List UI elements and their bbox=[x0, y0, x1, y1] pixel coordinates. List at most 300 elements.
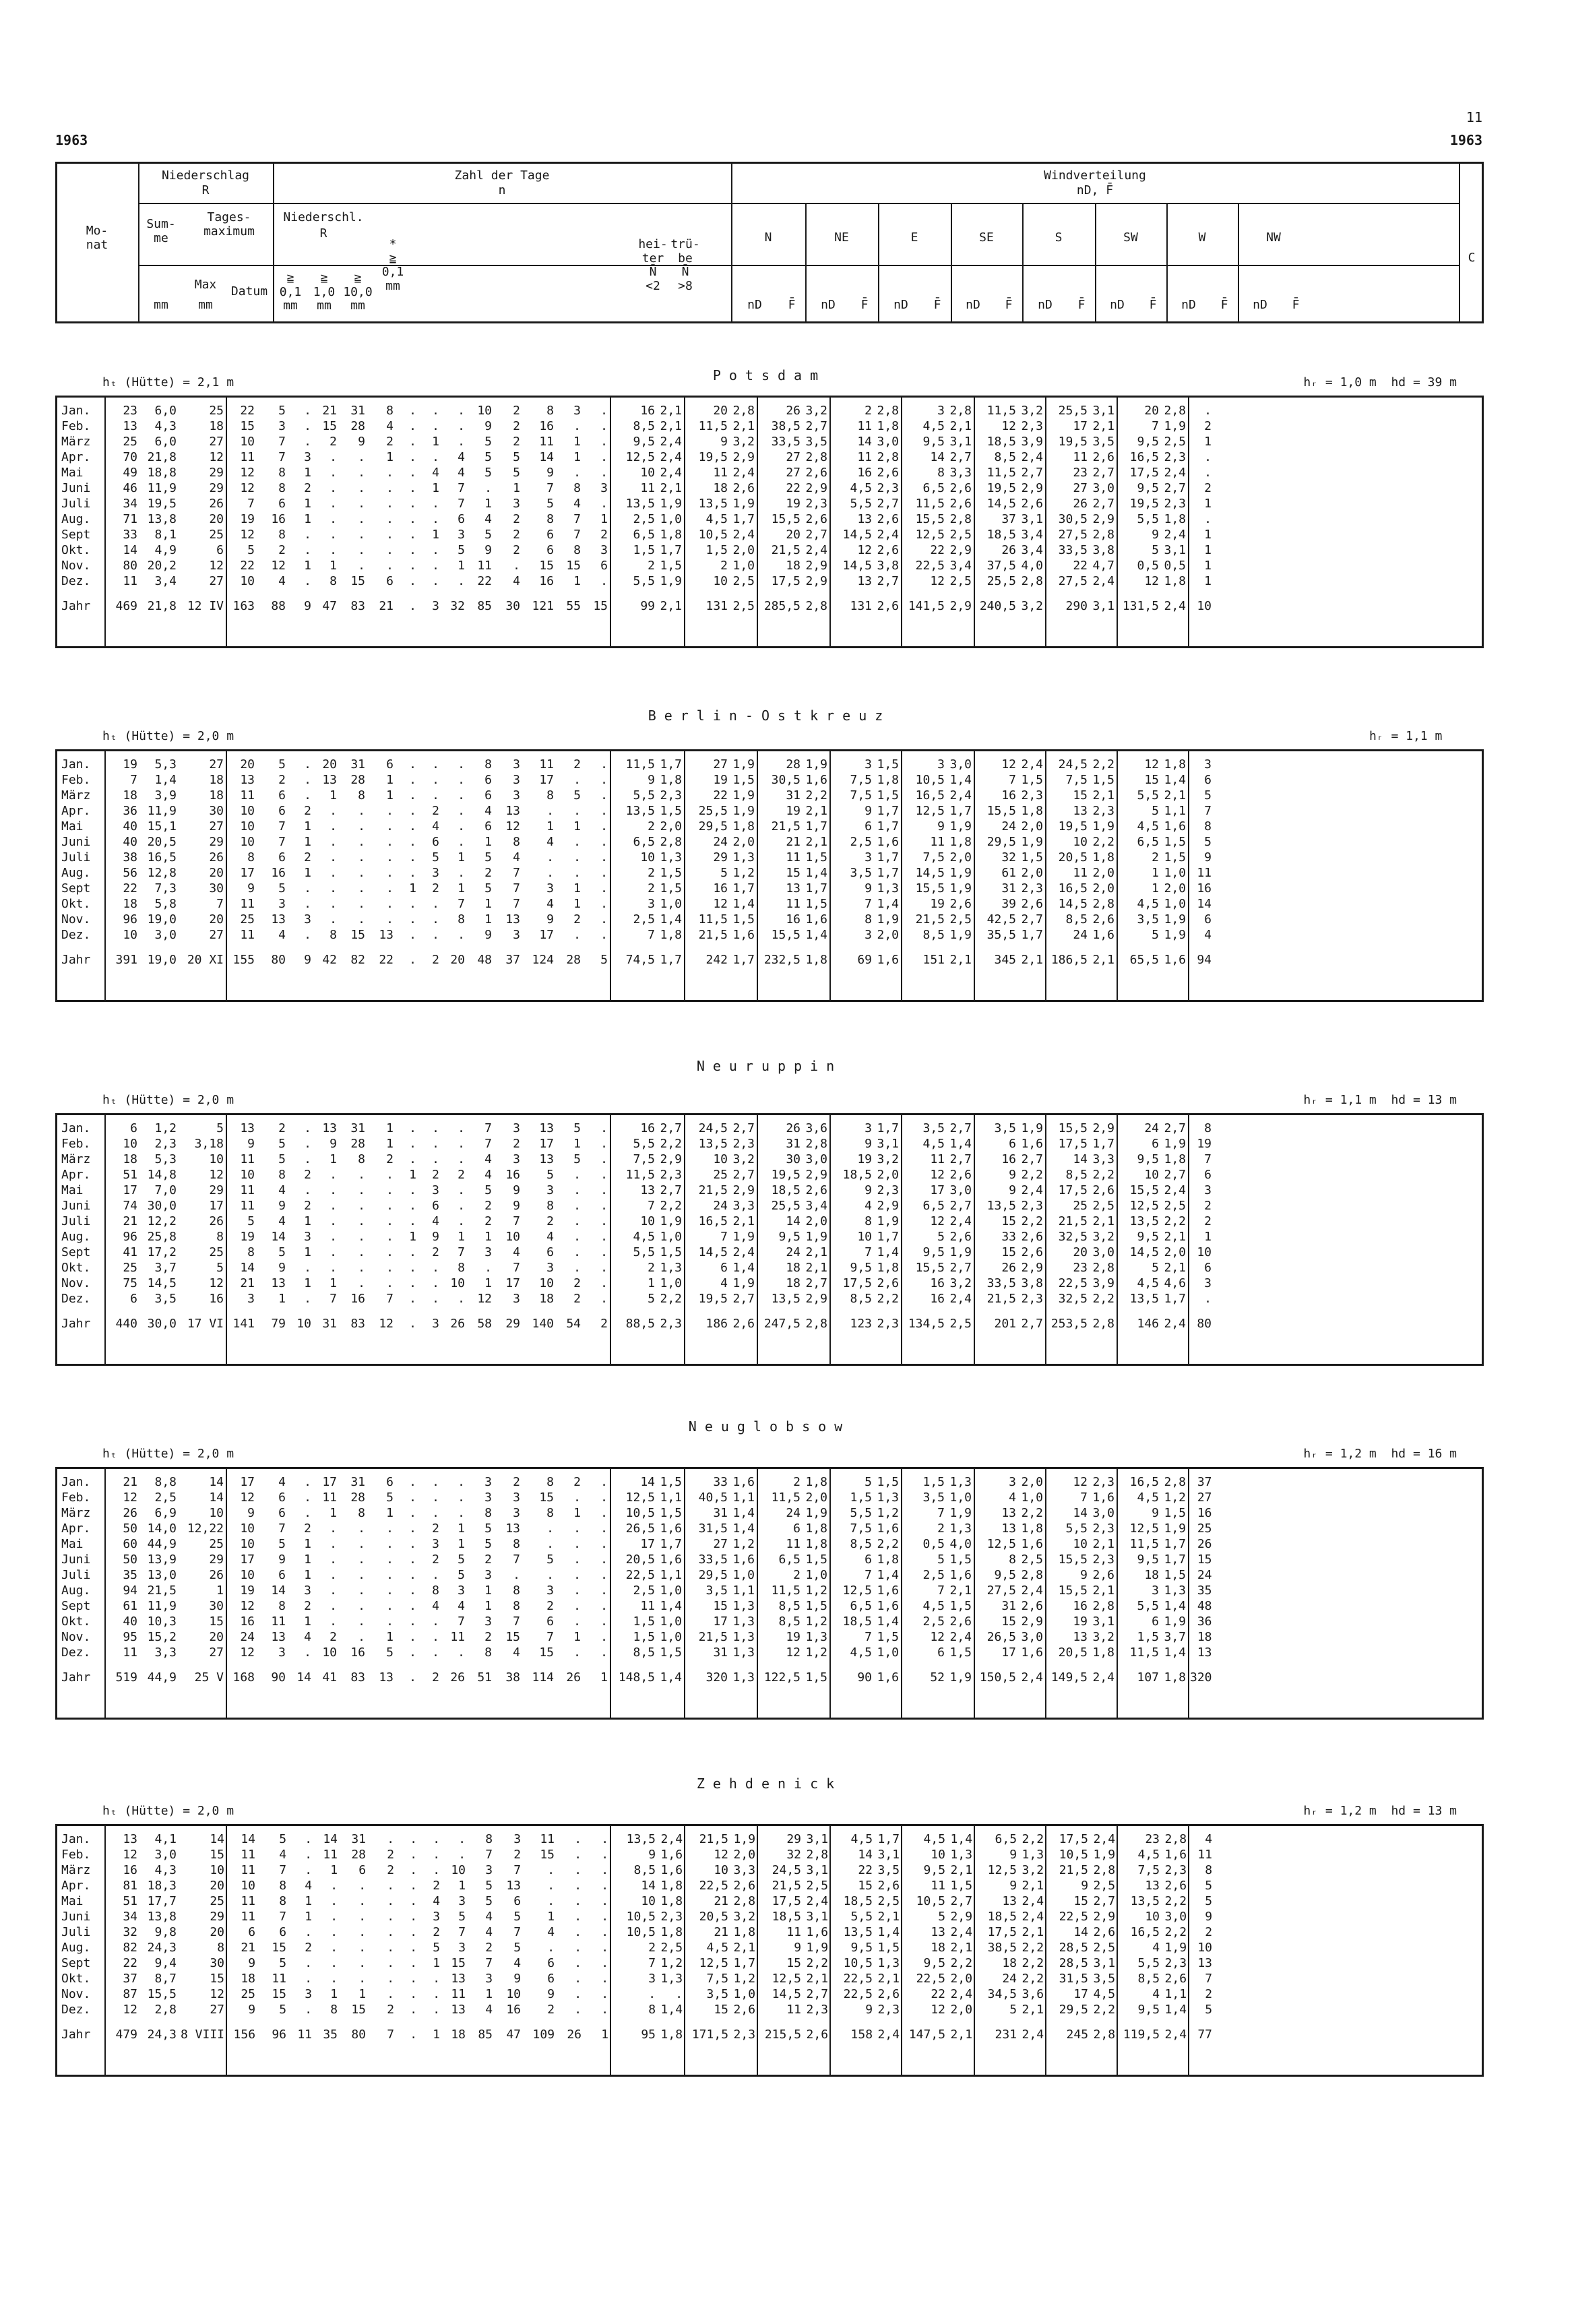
value-cell: 1,4 bbox=[154, 773, 177, 787]
value-cell: 8 bbox=[865, 912, 872, 927]
value-cell: 5 bbox=[1205, 1879, 1213, 1893]
value-cell: 4 bbox=[865, 1199, 872, 1213]
value-cell: 40,5 bbox=[698, 1490, 728, 1505]
value-cell: . bbox=[358, 1183, 365, 1197]
value-cell: . bbox=[433, 1863, 441, 1877]
value-cell: 2 bbox=[329, 435, 337, 449]
value-cell: 1,5 bbox=[660, 1245, 682, 1259]
value-cell: 33 bbox=[713, 1475, 728, 1489]
value-cell: 18,5 bbox=[842, 1614, 872, 1629]
value-cell: 1 bbox=[573, 450, 581, 464]
value-cell: 2 bbox=[865, 404, 872, 418]
value-cell: . bbox=[304, 1183, 311, 1197]
value-cell: . bbox=[600, 1568, 608, 1582]
value-cell: 12,5 bbox=[1129, 1521, 1159, 1536]
value-cell: . bbox=[601, 1848, 609, 1862]
value-cell: . bbox=[329, 1599, 337, 1613]
value-cell: 2,7 bbox=[805, 419, 827, 433]
value-cell: 3 bbox=[458, 528, 465, 542]
value-cell: 3 bbox=[865, 928, 872, 942]
value-cell: 231 bbox=[995, 2028, 1017, 2042]
month-cell: Dez. bbox=[61, 928, 91, 942]
value-cell: 14 bbox=[539, 450, 554, 464]
value-cell: 3,4 bbox=[1021, 543, 1043, 557]
value-cell: 14 bbox=[240, 1261, 255, 1275]
value-cell: 18 bbox=[1197, 1630, 1212, 1644]
value-cell: . bbox=[600, 404, 608, 418]
value-cell: . bbox=[386, 1568, 394, 1582]
value-cell: 13,5 bbox=[986, 1199, 1016, 1213]
value-cell: 36 bbox=[123, 804, 137, 818]
value-cell: 13 bbox=[539, 1121, 554, 1135]
value-cell: 2,8 bbox=[1092, 528, 1114, 542]
value-cell: . bbox=[458, 788, 465, 803]
value-cell: 7 bbox=[458, 1925, 466, 1939]
value-cell: 37 bbox=[123, 1972, 137, 1986]
value-cell: 2,6 bbox=[805, 1183, 827, 1197]
value-cell: 1,3 bbox=[732, 1599, 755, 1613]
value-cell: 5 bbox=[458, 1910, 466, 1924]
value-cell: . bbox=[600, 1245, 608, 1259]
value-cell: 7 bbox=[573, 512, 581, 526]
value-cell: 1,4 bbox=[732, 1261, 755, 1275]
value-cell: 15 bbox=[350, 928, 365, 942]
value-cell: 7,3 bbox=[154, 881, 177, 896]
value-cell: 2,8 bbox=[877, 404, 899, 418]
value-cell: . bbox=[574, 1972, 582, 1986]
value-cell: 2,5 bbox=[806, 1879, 829, 1893]
value-cell: 13 bbox=[271, 1630, 286, 1644]
value-cell: 6 bbox=[600, 559, 608, 573]
table-row-jahr bbox=[57, 1660, 1214, 1685]
value-cell: 1,5 bbox=[1137, 1630, 1159, 1644]
value-cell: 31 bbox=[1001, 1599, 1016, 1613]
value-cell: 13 bbox=[1145, 1879, 1160, 1893]
value-cell: 4,9 bbox=[154, 543, 177, 557]
value-cell: 3 bbox=[648, 897, 655, 911]
value-cell: 1 bbox=[547, 1910, 555, 1924]
value-cell: 7 bbox=[458, 481, 465, 495]
value-cell: 150,5 bbox=[979, 1670, 1016, 1685]
value-cell: 12 bbox=[123, 1490, 137, 1505]
table-row bbox=[57, 1552, 1214, 1567]
value-cell: 2,4 bbox=[949, 1214, 972, 1228]
value-cell: 18,5 bbox=[843, 1894, 873, 1908]
value-cell: 1,7 bbox=[877, 1230, 899, 1244]
value-cell: . bbox=[409, 1137, 416, 1151]
value-cell: 19 bbox=[240, 512, 255, 526]
value-cell: 2,7 bbox=[660, 1183, 682, 1197]
value-cell: 14 bbox=[123, 543, 137, 557]
value-cell: 31 bbox=[786, 788, 800, 803]
value-cell: 30,5 bbox=[771, 773, 800, 787]
value-cell: 13 bbox=[271, 912, 286, 927]
month-cell: Feb. bbox=[61, 1848, 91, 1862]
value-cell: 35,5 bbox=[986, 928, 1016, 942]
value-cell: 2 bbox=[600, 528, 608, 542]
value-cell: 10,5 bbox=[916, 1894, 946, 1908]
value-cell: 5 bbox=[865, 1475, 872, 1489]
value-cell: . bbox=[304, 1490, 311, 1505]
value-cell: 2,5 bbox=[732, 574, 755, 588]
table-row bbox=[57, 1167, 1214, 1183]
value-cell: 5 bbox=[279, 1832, 287, 1846]
value-cell: 1,6 bbox=[732, 928, 755, 942]
value-cell: 121 bbox=[532, 599, 554, 613]
header-nd: nD bbox=[1253, 298, 1267, 312]
value-cell: 8,5 bbox=[922, 928, 945, 942]
value-cell: 12 bbox=[209, 450, 224, 464]
value-cell: 8 bbox=[648, 2003, 656, 2017]
value-cell: 1,0 bbox=[660, 897, 682, 911]
value-cell: . bbox=[433, 1987, 441, 2001]
value-cell: 15 bbox=[539, 1645, 554, 1660]
value-cell: 18 bbox=[786, 1261, 800, 1275]
value-cell: . bbox=[573, 1230, 581, 1244]
value-cell: 26 bbox=[1073, 497, 1088, 511]
value-cell: 16 bbox=[271, 866, 286, 880]
value-cell: 20,5 bbox=[699, 1910, 729, 1924]
value-cell: 14,5 bbox=[772, 1987, 802, 2001]
value-cell: 8 VIII bbox=[181, 2028, 225, 2042]
value-cell: 158 bbox=[850, 2028, 873, 2042]
value-cell: 2,4 bbox=[660, 466, 682, 480]
value-cell: 6 bbox=[513, 1894, 522, 1908]
value-cell: 8 bbox=[573, 543, 581, 557]
value-cell: 1,0 bbox=[949, 1490, 972, 1505]
table-row bbox=[57, 1583, 1214, 1598]
value-cell: 3,0 bbox=[805, 1152, 827, 1166]
value-cell: 80 bbox=[123, 559, 137, 573]
value-cell: 5 bbox=[513, 1910, 522, 1924]
value-cell: 2,4 bbox=[1021, 450, 1043, 464]
value-cell: 11,5 bbox=[986, 404, 1016, 418]
value-cell: 18,3 bbox=[147, 1879, 177, 1893]
value-cell: 1,3 bbox=[877, 1490, 899, 1505]
value-cell: 8 bbox=[279, 1879, 287, 1893]
table-row bbox=[57, 1229, 1214, 1245]
value-cell: . bbox=[410, 1863, 418, 1877]
value-cell: 12 bbox=[379, 1317, 394, 1331]
value-cell: . bbox=[1204, 1292, 1212, 1306]
value-cell: 7,0 bbox=[154, 1183, 177, 1197]
value-cell: 33,5 bbox=[986, 1276, 1016, 1290]
value-cell: 29 bbox=[210, 1910, 225, 1924]
month-cell: Dez. bbox=[61, 1292, 91, 1306]
table-row bbox=[57, 1505, 1214, 1521]
value-cell: 79 bbox=[271, 1317, 286, 1331]
value-cell: 1,7 bbox=[732, 953, 755, 967]
value-cell: 38 bbox=[123, 850, 137, 865]
value-cell: 80 bbox=[1197, 1317, 1212, 1331]
value-cell: 2,8 bbox=[1164, 1475, 1186, 1489]
value-cell: 61 bbox=[123, 1599, 137, 1613]
value-cell: 3 bbox=[458, 1583, 465, 1598]
value-cell: . bbox=[1204, 512, 1212, 526]
value-cell: . bbox=[409, 912, 416, 927]
value-cell: 12 bbox=[240, 528, 255, 542]
value-cell: 2 bbox=[432, 1552, 439, 1567]
value-cell: 1,8 bbox=[1164, 1152, 1186, 1166]
month-cell: Nov. bbox=[61, 1630, 91, 1644]
value-cell: 18 bbox=[209, 788, 224, 803]
value-cell: 3,2 bbox=[1021, 599, 1043, 613]
value-cell: 15,5 bbox=[915, 512, 945, 526]
value-cell: . bbox=[409, 757, 416, 772]
value-cell: . bbox=[574, 2003, 582, 2017]
value-cell: . bbox=[574, 1863, 582, 1877]
value-cell: 2,6 bbox=[949, 1614, 972, 1629]
value-cell: 1,7 bbox=[1092, 1137, 1114, 1151]
value-cell: 27 bbox=[209, 1645, 224, 1660]
header-zahl-sym: n bbox=[498, 183, 506, 197]
value-cell: 16 bbox=[1197, 1506, 1212, 1520]
value-cell: 1 bbox=[484, 897, 492, 911]
value-cell: 10 bbox=[641, 1894, 656, 1908]
value-cell: . bbox=[432, 1475, 439, 1489]
value-cell: 19 bbox=[713, 773, 728, 787]
header-tagesmaximum: Tages- maximum bbox=[203, 210, 255, 239]
value-cell: 33,5 bbox=[698, 1552, 728, 1567]
value-cell: 12,5 bbox=[625, 1490, 655, 1505]
value-cell: 2,9 bbox=[1021, 1614, 1043, 1629]
value-cell: . bbox=[386, 866, 394, 880]
value-cell: 9 bbox=[484, 543, 492, 557]
value-cell: 16 bbox=[123, 1863, 137, 1877]
value-cell: . bbox=[573, 1552, 581, 1567]
value-cell: 6,5 bbox=[1137, 835, 1159, 849]
value-cell: 1 bbox=[601, 2028, 609, 2042]
value-cell: 2 bbox=[513, 1848, 522, 1862]
value-cell: 1 bbox=[386, 1137, 394, 1151]
value-cell: 4 bbox=[432, 1599, 439, 1613]
value-cell: 28 bbox=[351, 1848, 367, 1862]
value-cell: 2,7 bbox=[949, 450, 972, 464]
value-cell: . bbox=[329, 1614, 337, 1629]
header-calm: C bbox=[1468, 251, 1476, 265]
value-cell: 18,5 bbox=[771, 1183, 800, 1197]
value-cell: 33 bbox=[123, 528, 137, 542]
value-cell: 2,8 bbox=[1021, 1568, 1043, 1582]
value-cell: 29,5 bbox=[986, 835, 1016, 849]
value-cell: . bbox=[358, 866, 365, 880]
month-cell: Okt. bbox=[61, 1972, 91, 1986]
value-cell: 6 bbox=[546, 543, 554, 557]
value-cell: . bbox=[304, 574, 311, 588]
value-cell: 19 bbox=[786, 497, 800, 511]
value-cell: 3,5 bbox=[850, 866, 872, 880]
value-cell: . bbox=[573, 1583, 581, 1598]
value-cell: . bbox=[410, 1956, 418, 1970]
value-cell: 17 VI bbox=[187, 1317, 224, 1331]
value-cell: 2,8 bbox=[154, 2003, 177, 2017]
header-dir-w: W bbox=[1198, 230, 1206, 245]
value-cell: 7 bbox=[278, 435, 286, 449]
value-cell: 1,9 bbox=[949, 1506, 972, 1520]
value-cell: 2,7 bbox=[1092, 466, 1114, 480]
value-cell: 3 bbox=[937, 404, 945, 418]
value-cell: 13,5 bbox=[625, 497, 655, 511]
value-cell: 2,2 bbox=[1022, 1832, 1044, 1846]
header-dir-nw: NW bbox=[1266, 230, 1281, 245]
station-table bbox=[55, 749, 1484, 1002]
value-cell: 1 bbox=[386, 1506, 394, 1520]
value-cell: 2 bbox=[484, 1630, 492, 1644]
value-cell: 12 bbox=[123, 1848, 137, 1862]
value-cell: 2,2 bbox=[1092, 1292, 1114, 1306]
table-row bbox=[57, 1214, 1214, 1229]
station-title: Zehdenick bbox=[696, 1776, 843, 1792]
value-cell: 1,6 bbox=[1021, 1645, 1043, 1660]
value-cell: 2,1 bbox=[1164, 788, 1186, 803]
value-cell: 1,2 bbox=[733, 1972, 756, 1986]
value-cell: 3,7 bbox=[154, 1261, 177, 1275]
value-cell: 2 bbox=[573, 1475, 581, 1489]
value-cell: 9 bbox=[547, 1987, 555, 2001]
value-cell: 1,6 bbox=[660, 1848, 683, 1862]
value-cell: 7 bbox=[278, 835, 286, 849]
value-cell: 13 bbox=[1002, 1894, 1017, 1908]
value-cell: 3,1 bbox=[877, 1137, 899, 1151]
value-cell: 12,5 bbox=[987, 1863, 1017, 1877]
value-cell: 13 bbox=[240, 773, 255, 787]
value-cell: . bbox=[547, 1941, 555, 1955]
month-cell: Feb. bbox=[61, 773, 91, 787]
month-cell: Apr. bbox=[61, 1521, 91, 1536]
value-cell: 2,1 bbox=[877, 1972, 900, 1986]
value-cell: 2,5 bbox=[949, 528, 972, 542]
value-cell: 18 bbox=[931, 1941, 946, 1955]
value-cell: 2,1 bbox=[806, 1972, 829, 1986]
value-cell: 8,5 bbox=[633, 1863, 656, 1877]
value-cell: 2,6 bbox=[1021, 1230, 1043, 1244]
value-cell: 15 bbox=[1073, 1894, 1089, 1908]
value-cell: 1 bbox=[216, 1583, 224, 1598]
table-row bbox=[57, 1909, 1214, 1924]
value-cell: 3,9 bbox=[1021, 435, 1043, 449]
value-cell: 8 bbox=[329, 928, 337, 942]
value-cell: 17,5 bbox=[772, 1894, 802, 1908]
value-cell: 2,2 bbox=[660, 1292, 682, 1306]
value-cell: 5 bbox=[386, 1645, 394, 1660]
value-cell: 5,8 bbox=[154, 897, 177, 911]
value-cell: 4,5 bbox=[850, 1645, 872, 1660]
value-cell: 5,5 bbox=[850, 497, 872, 511]
value-cell: 20 bbox=[209, 866, 224, 880]
value-cell: . bbox=[546, 850, 554, 865]
value-cell: . bbox=[358, 850, 365, 865]
value-cell: 10 bbox=[209, 1152, 224, 1166]
value-cell: 6 bbox=[386, 574, 394, 588]
value-cell: . bbox=[409, 1276, 416, 1290]
value-cell: 2,8 bbox=[1164, 404, 1186, 418]
value-cell: 1,4 bbox=[877, 1925, 900, 1939]
value-cell: 11 bbox=[241, 1910, 256, 1924]
value-cell: 2,8 bbox=[732, 404, 755, 418]
value-cell: 11 bbox=[786, 1925, 802, 1939]
value-cell: 7 bbox=[484, 1121, 492, 1135]
value-cell: 2 bbox=[278, 773, 286, 787]
value-cell: 2 bbox=[513, 528, 520, 542]
value-cell: 1,3 bbox=[949, 1521, 972, 1536]
value-cell: . bbox=[432, 788, 439, 803]
table-row bbox=[57, 1198, 1214, 1214]
value-cell: 25,5 bbox=[1058, 404, 1088, 418]
value-cell: 25,8 bbox=[147, 1230, 177, 1244]
value-cell: 1,2 bbox=[805, 1614, 827, 1629]
value-cell: 1,0 bbox=[1021, 1490, 1043, 1505]
value-cell: 12,22 bbox=[187, 1521, 224, 1536]
month-cell: Jan. bbox=[61, 1121, 91, 1135]
table-row bbox=[57, 803, 1214, 819]
value-cell: 9,5 bbox=[923, 1863, 946, 1877]
value-cell: 9 bbox=[937, 819, 945, 834]
value-cell: 2,6 bbox=[1092, 1183, 1114, 1197]
value-cell: 71 bbox=[123, 512, 137, 526]
value-cell: 3,6 bbox=[805, 1121, 827, 1135]
value-cell: 10 bbox=[1197, 599, 1212, 613]
value-cell: 5,5 bbox=[633, 1137, 655, 1151]
value-cell: 2 bbox=[648, 866, 655, 880]
value-cell: 19 bbox=[857, 1152, 872, 1166]
value-cell: 2 bbox=[720, 559, 728, 573]
value-cell: 17 bbox=[539, 928, 554, 942]
value-cell: 25 bbox=[209, 1245, 224, 1259]
value-cell: 4,5 bbox=[1137, 1490, 1159, 1505]
value-cell: 25 bbox=[713, 1168, 728, 1182]
month-cell: Juni bbox=[61, 835, 91, 849]
value-cell: 46 bbox=[123, 481, 137, 495]
value-cell: 8 bbox=[358, 1506, 365, 1520]
value-cell: 2 bbox=[484, 1552, 492, 1567]
value-cell: 2 bbox=[513, 404, 520, 418]
value-cell: 1 bbox=[432, 528, 439, 542]
value-cell: 2 bbox=[648, 881, 655, 896]
value-cell: 9 bbox=[1152, 528, 1159, 542]
value-cell: 2,2 bbox=[950, 1956, 973, 1970]
value-cell: 2,3 bbox=[877, 1317, 899, 1331]
value-cell: 1 bbox=[458, 559, 465, 573]
value-cell: 11 bbox=[931, 1879, 946, 1893]
value-cell: 5 bbox=[720, 866, 728, 880]
table-row bbox=[57, 1521, 1214, 1536]
header-trueb: trü- be N̄ >8 bbox=[670, 237, 700, 294]
value-cell: 12 bbox=[1144, 757, 1159, 772]
value-cell: . bbox=[387, 1894, 395, 1908]
value-cell: . bbox=[358, 1614, 365, 1629]
value-cell: 6,0 bbox=[154, 435, 177, 449]
value-cell: 47 bbox=[506, 2028, 522, 2042]
value-cell: 0,5 bbox=[1137, 559, 1159, 573]
table-row bbox=[57, 449, 1214, 465]
value-cell: . bbox=[458, 435, 465, 449]
value-cell: 9 bbox=[546, 912, 554, 927]
value-cell: 30,0 bbox=[147, 1317, 177, 1331]
value-cell: . bbox=[573, 1490, 581, 1505]
value-cell: . bbox=[387, 1941, 395, 1955]
value-cell: 13,5 bbox=[1129, 1214, 1159, 1228]
value-cell: 3,1 bbox=[806, 1863, 829, 1877]
value-cell: 1,5 bbox=[660, 1645, 682, 1660]
value-cell: 42 bbox=[322, 953, 337, 967]
value-cell: 3,0 bbox=[1092, 1506, 1114, 1520]
value-cell: 13,5 bbox=[843, 1925, 873, 1939]
value-cell: 6 bbox=[278, 850, 286, 865]
value-cell: 16 bbox=[640, 404, 655, 418]
value-cell: 10 bbox=[1073, 1537, 1088, 1551]
value-cell: 1 bbox=[600, 512, 608, 526]
value-cell: 1,7 bbox=[733, 1956, 756, 1970]
